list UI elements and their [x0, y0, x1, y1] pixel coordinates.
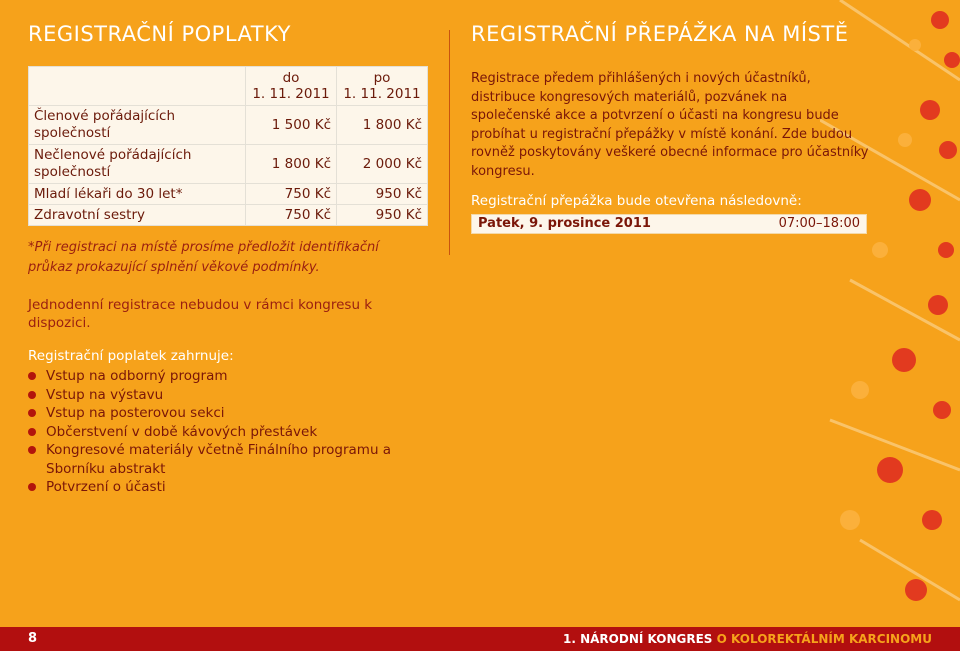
bullet-icon	[28, 446, 36, 454]
age-requirement-note: *Při registraci na místě prosíme předložit identifikační průkaz prokazující splnění věkové podmínky.	[28, 240, 379, 275]
list-item	[28, 478, 408, 497]
header-before: do 1. 11. 2011	[246, 67, 337, 106]
registration-desk-title: REGISTRAČNÍ PŘEPÁŽKA NA MÍSTĚ	[471, 22, 849, 46]
bullet-icon	[28, 409, 36, 417]
includes-list	[28, 367, 408, 497]
opening-time: 07:00–18:00	[778, 216, 860, 231]
list-item-text: Vstup na výstavu	[46, 386, 164, 403]
row-price-after: 950 Kč	[337, 205, 428, 226]
list-item	[28, 441, 408, 478]
list-item	[28, 386, 408, 405]
list-item-text: Vstup na posterovou sekci	[46, 405, 225, 421]
row-price-before: 750 Kč	[246, 184, 337, 205]
includes-title: Registrační poplatek zahrnuje:	[28, 348, 234, 364]
row-label: Mladí lékaři do 30 let*	[29, 184, 246, 205]
page-number: 8	[28, 631, 38, 646]
fees-table	[28, 66, 428, 226]
congress-name-part1: 1. NÁRODNÍ KONGRES	[563, 632, 713, 646]
row-label: Nečlenové pořádajících společností	[29, 145, 246, 184]
bullet-icon	[28, 372, 36, 380]
bullet-icon	[28, 428, 36, 436]
list-item-text: Vstup na odborný program	[46, 368, 228, 384]
congress-name-part2: O	[716, 632, 727, 646]
list-item-text: Potvrzení o účasti	[46, 479, 166, 495]
table-header-row	[29, 67, 428, 106]
row-price-after: 2 000 Kč	[337, 145, 428, 184]
opening-day: Patek, 9. prosince 2011	[478, 216, 651, 231]
list-item	[28, 423, 408, 442]
single-day-note: Jednodenní registrace nebudou v rámci kongresu k dispozici.	[28, 297, 373, 331]
list-item-text: Občerstvení v době kávových přestávek	[46, 423, 318, 440]
header-after: po 1. 11. 2011	[337, 67, 428, 106]
table-row	[29, 184, 428, 205]
bullet-icon	[28, 483, 36, 491]
header-empty-cell	[29, 67, 246, 106]
list-item-text: Kongresové materiály včetně Finálního programu a Sborníku abstrakt	[46, 442, 392, 477]
registration-desk-description: Registrace předem přihlášených i nových účastníků, distribuce kongresových materiálů, pozvánek na společenské akce a potvrzení o účasti na kongresu bude probíhat u registrační přepážky v místě konání. Zde budou rovněž poskytovány veškeré obecné informace pro účastníky kongresu.	[471, 71, 869, 179]
column-divider	[449, 30, 450, 255]
row-label: Zdravotní sestry	[29, 205, 246, 226]
table-row	[29, 106, 428, 145]
table-row	[29, 145, 428, 184]
row-price-before: 750 Kč	[246, 205, 337, 226]
row-price-after: 1 800 Kč	[337, 106, 428, 145]
table-row	[29, 205, 428, 226]
list-item	[28, 404, 408, 423]
congress-name	[563, 632, 932, 646]
row-label: Členové pořádajících společností	[29, 106, 246, 145]
footer-bar	[0, 627, 960, 651]
opening-hours-row	[471, 214, 867, 234]
bullet-icon	[28, 391, 36, 399]
opening-hours-title: Registrační přepážka bude otevřena následovně:	[471, 193, 802, 209]
congress-name-part3: KOLOREKTÁLNÍM KARCINOMU	[731, 632, 932, 646]
row-price-after: 950 Kč	[337, 184, 428, 205]
row-price-before: 1 500 Kč	[246, 106, 337, 145]
registration-fees-title: REGISTRAČNÍ POPLATKY	[28, 22, 291, 46]
list-item	[28, 367, 408, 386]
row-price-before: 1 800 Kč	[246, 145, 337, 184]
